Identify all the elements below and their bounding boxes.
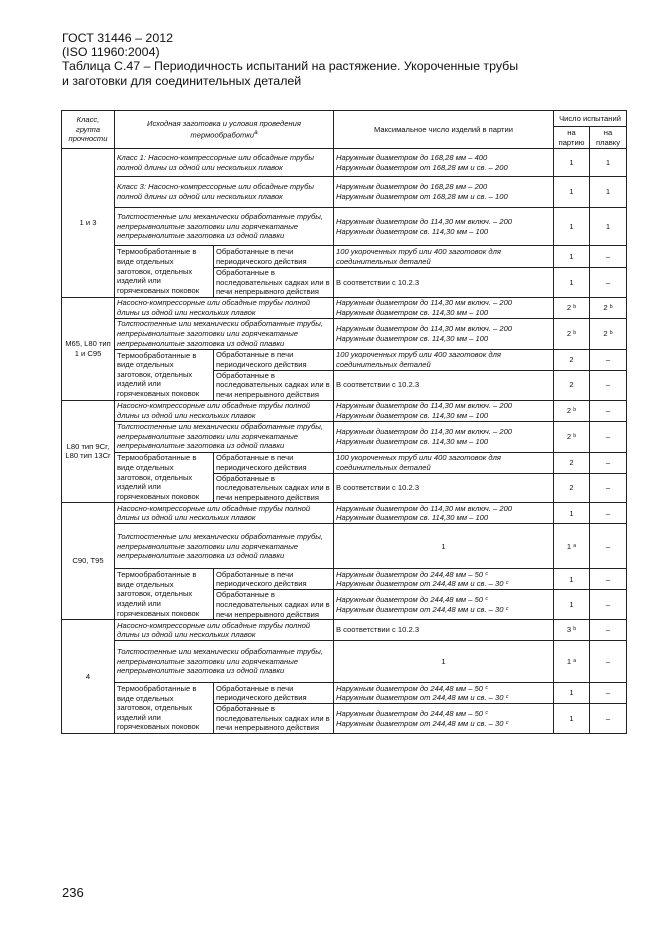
- per-lot-cell: 1: [554, 149, 590, 177]
- page-number: 236: [62, 885, 84, 900]
- per-heat-cell: –: [590, 704, 627, 734]
- max-cell: Наружным диаметром до 114,30 мм включ. – 200 Наружным диаметром св. 114,30 мм – 100: [334, 503, 554, 524]
- per-heat-cell: –: [590, 246, 627, 268]
- header-sample: [115, 111, 334, 149]
- max-cell: Наружным диаметром до 168,28 мм – 400 Наружным диаметром от 168,28 мм и св. – 200: [334, 149, 554, 177]
- per-lot-cell: 1: [554, 569, 590, 590]
- per-heat-cell: –: [590, 421, 627, 452]
- max-cell: В соответствии с 10.2.3: [334, 473, 554, 503]
- max-cell: Наружным диаметром до 244,48 мм – 50 ᶜ Наружным диаметром от 244,48 мм и св. – 30 ᶜ: [334, 590, 554, 620]
- condition-cell: Обработанные в последовательных садках или в печи непрерывного действия: [214, 268, 334, 298]
- max-cell: Наружным диаметром до 114,30 мм включ. – 200 Наружным диаметром св. 114,30 мм – 100: [334, 421, 554, 452]
- per-lot-cell: 1: [554, 177, 590, 208]
- table-row: [62, 569, 627, 590]
- per-lot-cell: 2 ᵇ: [554, 297, 590, 318]
- per-heat-cell: –: [590, 503, 627, 524]
- standard-code: ГОСТ 31446 – 2012: [62, 31, 173, 45]
- condition-cell: Обработанные в печи периодического действия: [214, 683, 334, 704]
- per-lot-cell: 3 ᵇ: [554, 620, 590, 641]
- condition-cell: Обработанные в печи периодического действия: [214, 246, 334, 268]
- max-cell: В соответствии с 10.2.3: [334, 268, 554, 298]
- condition-cell: Обработанные в печи периодического действия: [214, 452, 334, 473]
- per-lot-cell: 2 ᵇ: [554, 318, 590, 349]
- table-row: [62, 318, 627, 349]
- max-cell: 100 укороченных труб или 400 заготовок для соединительных деталей: [334, 452, 554, 473]
- heat-treat-cell: Термообработанные в виде отдельных заготовок, отдельных изделий или горячекованых поковок: [115, 683, 214, 734]
- per-lot-cell: 2: [554, 370, 590, 400]
- per-lot-cell: 1 ᵃ: [554, 524, 590, 569]
- per-heat-cell: 1: [590, 177, 627, 208]
- max-cell: Наружным диаметром до 114,30 мм включ. – 200 Наружным диаметром св. 114,30 мм – 100: [334, 318, 554, 349]
- per-lot-cell: 1: [554, 590, 590, 620]
- condition-cell: Обработанные в печи периодического действия: [214, 349, 334, 370]
- table-caption: Таблица С.47 – Периодичность испытаний на растяжение. Укороченные трубы: [62, 59, 519, 74]
- max-cell: В соответствии с 10.2.3: [334, 370, 554, 400]
- header-sample-note: а: [254, 129, 258, 137]
- per-heat-cell: –: [590, 524, 627, 569]
- sample-cell: Толстостенные или механически обработанные трубы, непрерывнолитые заготовки или горячекатаные непрерывнолитые заготовка из одной плавки: [115, 208, 334, 246]
- sample-cell: Класс 3: Насосно-компрессорные или обсадные трубы полной длины из одной или нескольких плавок: [115, 177, 334, 208]
- sample-cell: Толстостенные или механически обработанные трубы, непрерывнолитые заготовки или горячекатаные непрерывнолитые заготовка из одной плавки: [115, 318, 334, 349]
- table-row: [62, 400, 627, 421]
- per-lot-cell: 1: [554, 704, 590, 734]
- per-lot-cell: 2 ᵇ: [554, 421, 590, 452]
- condition-cell: Обработанные в последовательных садках или в печи непрерывного действия: [214, 590, 334, 620]
- header-sample-text: Исходная заготовка и условия проведения термообработки: [147, 118, 301, 140]
- max-cell: Наружным диаметром до 114,30 мм включ. – 200 Наружным диаметром св. 114,30 мм – 100: [334, 297, 554, 318]
- table-row: [62, 349, 627, 370]
- per-lot-cell: 1: [554, 208, 590, 246]
- per-lot-cell: 1: [554, 503, 590, 524]
- per-heat-cell: –: [590, 590, 627, 620]
- per-lot-cell: 1: [554, 268, 590, 298]
- table-row: [62, 641, 627, 683]
- class-cell: М65, L80 тип 1 и С95: [62, 297, 115, 400]
- sample-cell: Толстостенные или механически обработанные трубы, непрерывнолитые заготовки или горячекатаные непрерывнолитые заготовка из одной плавки: [115, 641, 334, 683]
- table-row: [62, 503, 627, 524]
- max-cell: Наружным диаметром до 168,28 мм – 200 Наружным диаметром от 168,28 мм и св. – 100: [334, 177, 554, 208]
- condition-cell: Обработанные в печи периодического действия: [214, 569, 334, 590]
- max-cell: Наружным диаметром до 244,48 мм – 50 ᶜ Наружным диаметром от 244,48 мм и св. – 30 ᶜ: [334, 683, 554, 704]
- per-heat-cell: 1: [590, 149, 627, 177]
- max-cell: Наружным диаметром до 244,48 мм – 50 ᶜ Наружным диаметром от 244,48 мм и св. – 30 ᶜ: [334, 704, 554, 734]
- per-heat-cell: 2 ᵇ: [590, 297, 627, 318]
- condition-cell: Обработанные в последовательных садках или в печи непрерывного действия: [214, 704, 334, 734]
- per-heat-cell: –: [590, 400, 627, 421]
- class-cell: L80 тип 9Cr, L80 тип 13Cr: [62, 400, 115, 503]
- per-heat-cell: –: [590, 268, 627, 298]
- table-row: [62, 297, 627, 318]
- per-heat-cell: –: [590, 569, 627, 590]
- iso-reference: (ISO 11960:2004): [62, 45, 160, 60]
- class-cell: 4: [62, 620, 115, 734]
- per-heat-cell: –: [590, 349, 627, 370]
- max-cell: 1: [334, 524, 554, 569]
- heat-treat-cell: Термообработанные в виде отдельных заготовок, отдельных изделий или горячекованых поковок: [115, 349, 214, 400]
- table-row: [62, 177, 627, 208]
- per-lot-cell: 2: [554, 349, 590, 370]
- table-caption-continued: и заготовки для соединительных деталей: [62, 73, 302, 88]
- per-lot-cell: 2: [554, 452, 590, 473]
- sample-cell: Насосно-компрессорные или обсадные трубы полной длины из одной или нескольких плавок: [115, 620, 334, 641]
- sample-cell: Толстостенные или механически обработанные трубы, непрерывнолитые заготовки или горячекатаные непрерывнолитые заготовка из одной плавки: [115, 421, 334, 452]
- per-heat-cell: –: [590, 641, 627, 683]
- table-row: [62, 208, 627, 246]
- table-row: [62, 620, 627, 641]
- heat-treat-cell: Термообработанные в виде отдельных заготовок, отдельных изделий или горячекованых поковок: [115, 246, 214, 298]
- periodicity-table: [61, 110, 627, 734]
- max-cell: 1: [334, 641, 554, 683]
- table-row: [62, 683, 627, 704]
- header-num-tests: Число испытаний: [554, 111, 627, 127]
- class-cell: С90, Т95: [62, 503, 115, 620]
- table-row: [62, 246, 627, 268]
- per-heat-cell: 1: [590, 208, 627, 246]
- header-per-lot: на партию: [554, 127, 590, 149]
- max-cell: Наружным диаметром до 244,48 мм – 50 ᶜ Наружным диаметром от 244,48 мм и св. – 30 ᶜ: [334, 569, 554, 590]
- sample-cell: Насосно-компрессорные или обсадные трубы полной длины из одной или нескольких плавок: [115, 400, 334, 421]
- heat-treat-cell: Термообработанные в виде отдельных заготовок, отдельных изделий или горячекованых поковок: [115, 452, 214, 503]
- table-row: [62, 421, 627, 452]
- per-heat-cell: –: [590, 620, 627, 641]
- sample-cell: Класс 1: Насосно-компрессорные или обсадные трубы полной длины из одной или нескольких плавок: [115, 149, 334, 177]
- condition-cell: Обработанные в последовательных садках или в печи непрерывного действия: [214, 473, 334, 503]
- heat-treat-cell: Термообработанные в виде отдельных заготовок, отдельных изделий или горячекованых поковок: [115, 569, 214, 620]
- per-heat-cell: –: [590, 370, 627, 400]
- table-row: [62, 149, 627, 177]
- max-cell: Наружным диаметром до 114,30 мм включ. – 200 Наружным диаметром св. 114,30 мм – 100: [334, 400, 554, 421]
- table-row: [62, 452, 627, 473]
- table-row: [62, 524, 627, 569]
- per-heat-cell: –: [590, 683, 627, 704]
- class-cell: 1 и 3: [62, 149, 115, 298]
- per-lot-cell: 2: [554, 473, 590, 503]
- sample-cell: Насосно-компрессорные или обсадные трубы полной длины из одной или нескольких плавок: [115, 503, 334, 524]
- per-lot-cell: 1: [554, 246, 590, 268]
- per-lot-cell: 2 ᵇ: [554, 400, 590, 421]
- per-heat-cell: –: [590, 452, 627, 473]
- max-cell: В соответствии с 10.2.3: [334, 620, 554, 641]
- page-header: [62, 31, 622, 88]
- sample-cell: Насосно-компрессорные или обсадные трубы полной длины из одной или нескольких плавок: [115, 297, 334, 318]
- max-cell: 100 укороченных труб или 400 заготовок для соединительных деталей: [334, 246, 554, 268]
- max-cell: 100 укороченных труб или 400 заготовок для соединительных деталей: [334, 349, 554, 370]
- condition-cell: Обработанные в последовательных садках или в печи непрерывного действия: [214, 370, 334, 400]
- per-heat-cell: –: [590, 473, 627, 503]
- per-heat-cell: 2 ᵇ: [590, 318, 627, 349]
- header-per-heat: на плавку: [590, 127, 627, 149]
- max-cell: Наружным диаметром до 114,30 мм включ. – 200 Наружным диаметром св. 114,30 мм – 100: [334, 208, 554, 246]
- sample-cell: Толстостенные или механически обработанные трубы, непрерывнолитые заготовки или горячекатаные непрерывнолитые заготовка из одной плавки: [115, 524, 334, 569]
- header-class: Класс, группа прочности: [62, 111, 115, 149]
- header-max: Максимальное число изделий в партии: [334, 111, 554, 149]
- per-lot-cell: 1: [554, 683, 590, 704]
- per-lot-cell: 1 ᵃ: [554, 641, 590, 683]
